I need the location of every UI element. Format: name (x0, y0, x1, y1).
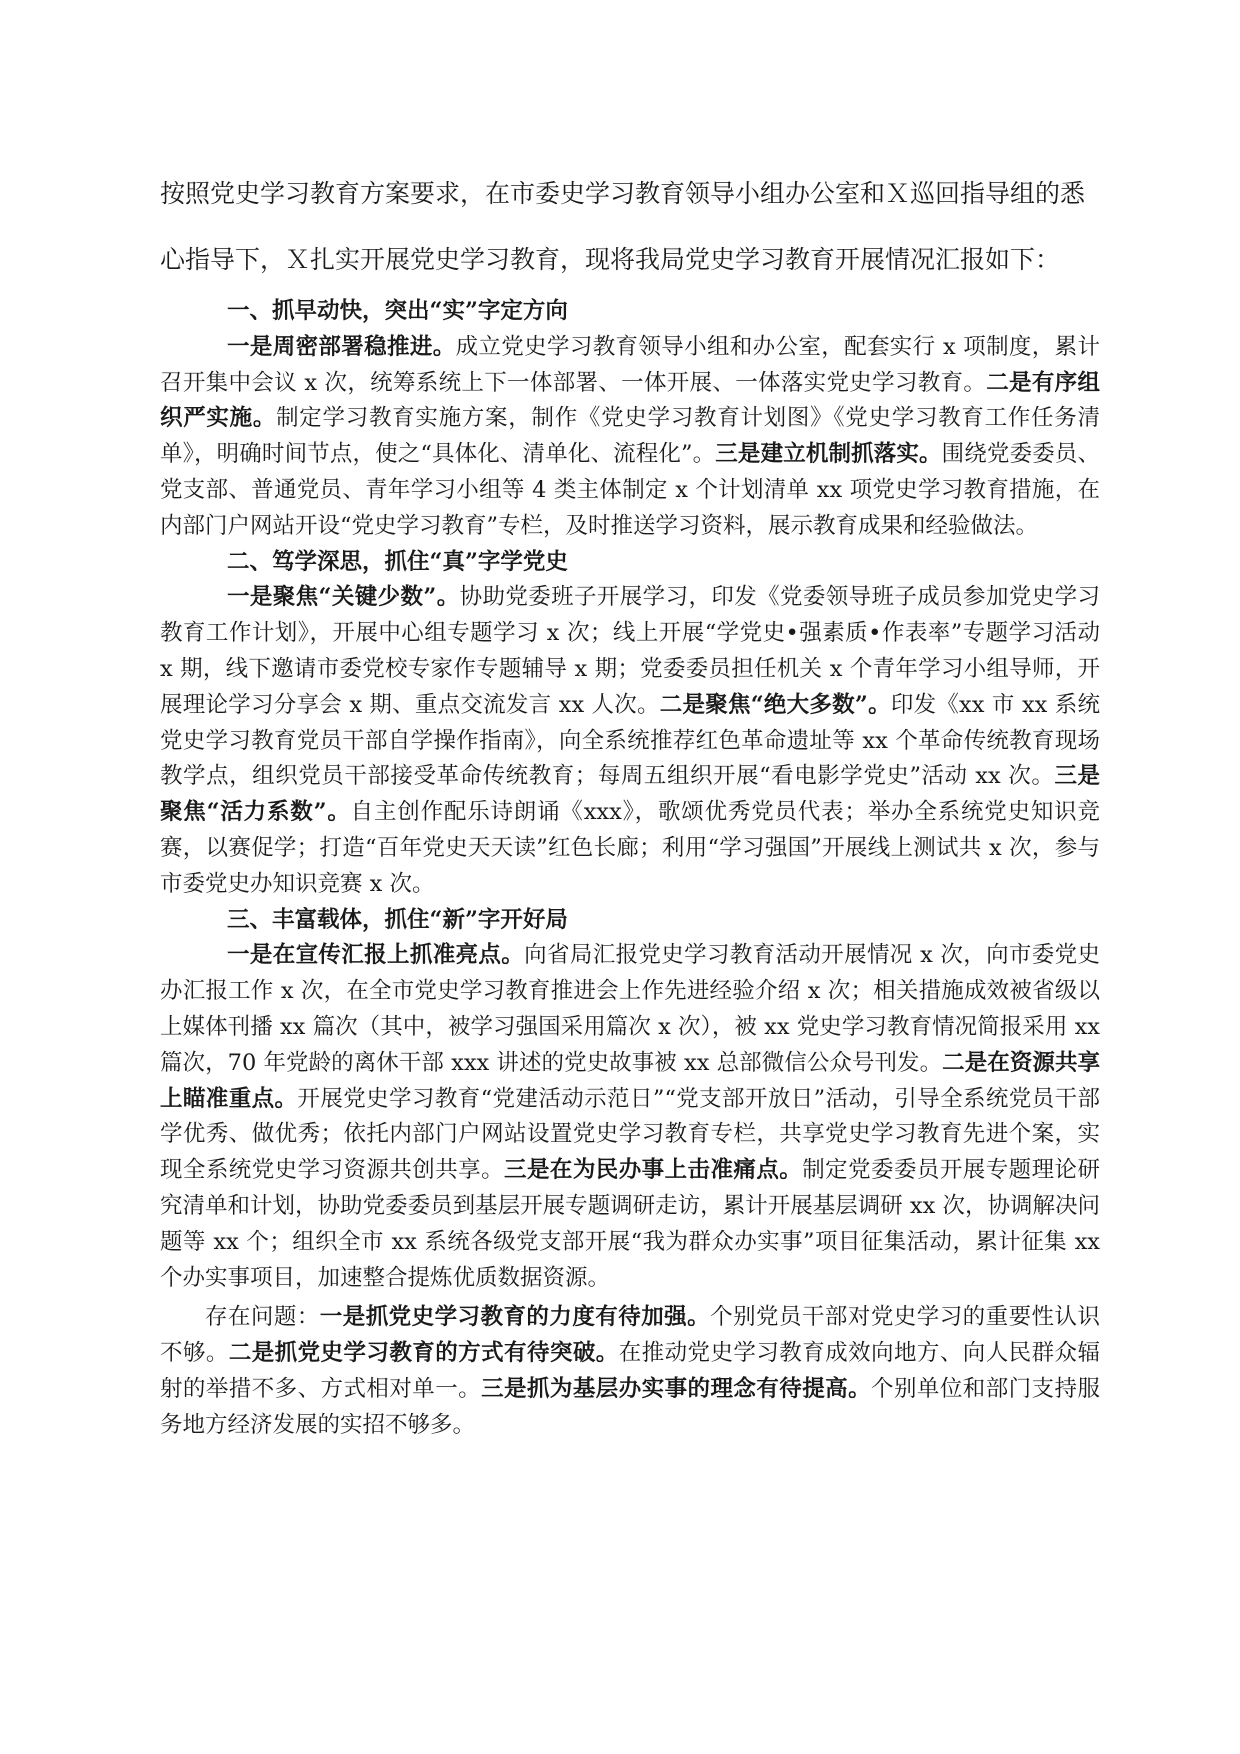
body-text: 协助党委班子开展学习，印发《党委领导班子成员参加党史学习教育工作计划》，开展中心组专题学习 x 次；线上开展“学党史•强素质•作表率”专题学习活动 x 期，线下邀请市委党校专家作专题辅导 x 期；党委委员担任机关 x 个青年学习小组导师，开展理论学习分享会 x 期、重点交流发言 xx 人次。 (160, 584, 1100, 718)
issues-paragraph (160, 1300, 1100, 1443)
body-text: 开展党史学习教育“党建活动示范日”“党支部开放日”活动，引导全系统党员干部学优秀、做优秀；依托内部门户网站设置党史学习教育专栏，共享党史学习教育先进个案，实现全系统党史学习资源共创共享。 (160, 1085, 1100, 1184)
lead-phrase: 三是建立机制抓落实。 (715, 441, 942, 468)
section-paragraph-1 (160, 330, 1100, 545)
lead-phrase: 一是抓党史学习教育的力度有待加强。 (319, 1304, 711, 1331)
lead-phrase: 三是聚焦“活力系数”。 (160, 763, 1100, 826)
lead-phrase: 一是在宣传汇报上抓准亮点。 (227, 942, 525, 969)
body-text: 印发《xx 市 xx 系统党史学习教育党员干部自学操作指南》，向全系统推荐红色革命遗址等 xx 个革命传统教育现场教学点，组织党员干部接受革命传统教育；每周五组织开展“看电影学党史”活动 xx 次。 (160, 691, 1100, 790)
report-body (160, 294, 1100, 1444)
body-text: 向省局汇报党史学习教育活动开展情况 x 次，向市委党史办汇报工作 x 次，在全市党史学习教育推进会上作先进经验介绍 x 次；相关措施成效被省级以上媒体刊播 xx 篇次（其中，被学习强国采用篇次 x 次），被 xx 党史学习教育情况简报采用 xx 篇次，70 年党龄的离休干部 xxx 讲述的党史故事被 xx 总部微信公众号刊发。 (160, 942, 1100, 1076)
body-text: 自主创作配乐诗朗诵《xxx》，歌颂优秀党员代表；举办全系统党史知识竞赛，以赛促学；打造“百年党史天天读”红色长廊；利用“学习强国”开展线上测试共 x 次，参与市委党史办知识竞赛 x 次。 (160, 799, 1100, 897)
body-text: 个别党员干部对党史学习的重要性认识不够。 (160, 1304, 1100, 1367)
body-text: 在推动党史学习教育成效向地方、向人民群众辐射的举措不多、方式相对单一。 (160, 1340, 1100, 1402)
lead-phrase: 一是周密部署稳推进。 (227, 333, 456, 360)
section-heading-3: 三、丰富载体，抓住“新”字开好局 (227, 906, 568, 933)
body-text: 成立党史学习教育领导小组和办公室，配套实行 x 项制度，累计召开集中会议 x 次，统筹系统上下一体部署、一体开展、一体落实党史学习教育。 (160, 333, 1100, 396)
body-text: 围绕党委委员、党支部、普通党员、青年学习小组等 4 类主体制定 x 个计划清单 xx 项党史学习教育措施，在内部门户网站开设“党史学习教育”专栏，及时推送学习资料，展示教育成果和经验做法。 (160, 441, 1100, 539)
lead-phrase: 二是在资源共享上瞄准重点。 (160, 1049, 1100, 1112)
section-paragraph-2 (160, 580, 1100, 902)
body-text: 存在问题： (205, 1304, 320, 1331)
body-text: 制定学习教育实施方案，制作《党史学习教育计划图》《党史学习教育工作任务清单》，明确时间节点，使之“具体化、清单化、流程化”。 (160, 405, 1100, 468)
lead-phrase: 三是抓为基层办实事的理念有待提高。 (481, 1375, 872, 1402)
lead-phrase: 一是聚焦“关键少数”。 (227, 584, 460, 611)
lead-phrase: 二是抓党史学习教育的方式有待突破。 (228, 1340, 619, 1367)
section-heading-1: 一、抓早动快，突出“实”字定方向 (227, 298, 568, 324)
lead-phrase: 二是有序组织严实施。 (160, 369, 1100, 432)
section-heading-2: 二、笃学深思，抓住“真”字学党史 (227, 548, 568, 575)
intro-line-2: 心指导下，Ｘ扎实开展党史学习教育，现将我局党史学习教育开展情况汇报如下： (160, 245, 1061, 274)
body-text: 制定党委委员开展专题理论研究清单和计划，协助党委委员到基层开展专题调研走访，累计开展基层调研 xx 次，协调解决问题等 xx 个；组织全市 xx 系统各级党支部开展“我为群众办实事”项目征集活动，累计征集 xx 个办实事项目，加速整合提炼优质数据资源。 (160, 1157, 1100, 1291)
lead-phrase: 三是在为民办事上击准痛点。 (504, 1157, 803, 1184)
section-paragraph-3 (160, 938, 1100, 1296)
body-text: 个别单位和部门支持服务地方经济发展的实招不够多。 (160, 1375, 1100, 1438)
lead-phrase: 二是聚焦“绝大多数”。 (659, 691, 891, 718)
intro-line-1: 按照党史学习教育方案要求，在市委史学习教育领导小组办公室和Ｘ巡回指导组的悉 (160, 179, 1086, 208)
